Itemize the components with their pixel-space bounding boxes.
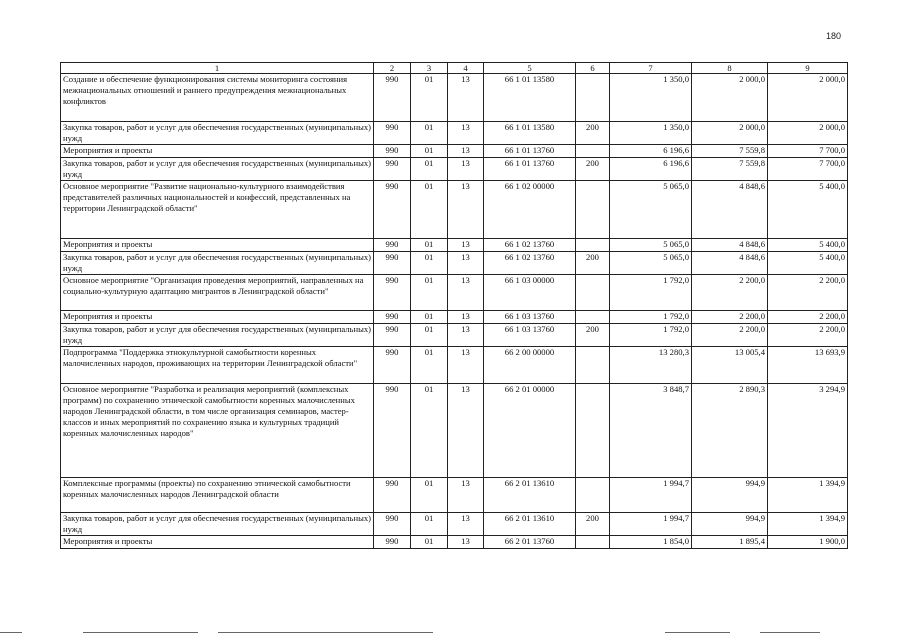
row-code-5-cell: 66 1 01 13580	[484, 74, 576, 122]
row-code-6-cell: 200	[576, 122, 610, 145]
row-code-4-cell: 13	[448, 181, 484, 239]
row-value-8-cell: 2 200,0	[692, 311, 768, 324]
row-name-cell: Закупка товаров, работ и услуг для обеспечения государственных (муниципальных) нужд	[61, 158, 374, 181]
row-value-9-cell: 1 394,9	[768, 478, 848, 513]
row-code-5-cell: 66 1 02 00000	[484, 181, 576, 239]
row-code-2-cell: 990	[374, 347, 411, 384]
row-code-5-cell: 66 2 01 13610	[484, 478, 576, 513]
row-code-4-cell: 13	[448, 145, 484, 158]
row-code-2-cell: 990	[374, 384, 411, 478]
row-name-cell: Закупка товаров, работ и услуг для обеспечения государственных (муниципальных) нужд	[61, 122, 374, 145]
row-code-4-cell: 13	[448, 311, 484, 324]
row-value-7-cell: 1 792,0	[610, 311, 692, 324]
row-code-3-cell: 01	[411, 513, 448, 536]
row-code-6-cell	[576, 239, 610, 252]
row-code-6-cell: 200	[576, 513, 610, 536]
row-code-2-cell: 990	[374, 311, 411, 324]
row-code-5-cell: 66 1 01 13760	[484, 158, 576, 181]
bottom-scan-line	[0, 632, 22, 633]
row-code-5-cell: 66 1 01 13580	[484, 122, 576, 145]
row-code-4-cell: 13	[448, 536, 484, 549]
row-value-9-cell: 5 400,0	[768, 239, 848, 252]
row-code-3-cell: 01	[411, 239, 448, 252]
header-cell: 5	[484, 63, 576, 74]
row-code-5-cell: 66 2 01 13760	[484, 536, 576, 549]
row-code-3-cell: 01	[411, 181, 448, 239]
bottom-scan-line	[665, 632, 730, 633]
row-code-2-cell: 990	[374, 239, 411, 252]
table-row	[61, 384, 848, 478]
table-row	[61, 478, 848, 513]
row-value-7-cell: 6 196,6	[610, 145, 692, 158]
row-code-3-cell: 01	[411, 252, 448, 275]
row-name-cell: Подпрограмма "Поддержка этнокультурной самобытности коренных малочисленных народов, проживающих на территории Ленинградской области"	[61, 347, 374, 384]
header-cell: 8	[692, 63, 768, 74]
row-value-9-cell: 2 200,0	[768, 324, 848, 347]
row-name-cell: Мероприятия и проекты	[61, 311, 374, 324]
row-code-3-cell: 01	[411, 145, 448, 158]
row-code-2-cell: 990	[374, 252, 411, 275]
table-header-row	[61, 63, 848, 74]
row-value-8-cell: 7 559,8	[692, 158, 768, 181]
row-value-9-cell: 5 400,0	[768, 252, 848, 275]
table-row	[61, 275, 848, 311]
table-row	[61, 252, 848, 275]
row-value-9-cell: 5 400,0	[768, 181, 848, 239]
row-value-9-cell: 2 200,0	[768, 311, 848, 324]
row-name-cell: Основное мероприятие "Организация проведения мероприятий, направленных на социально-культурную адаптацию мигрантов в Ленинградской области"	[61, 275, 374, 311]
row-code-6-cell	[576, 347, 610, 384]
row-code-5-cell: 66 1 03 13760	[484, 311, 576, 324]
table-row	[61, 122, 848, 145]
table-row	[61, 239, 848, 252]
row-code-6-cell	[576, 478, 610, 513]
table-row	[61, 74, 848, 122]
row-code-2-cell: 990	[374, 324, 411, 347]
row-value-8-cell: 2 200,0	[692, 324, 768, 347]
table-row	[61, 536, 848, 549]
row-value-8-cell: 7 559,8	[692, 145, 768, 158]
row-code-4-cell: 13	[448, 122, 484, 145]
row-code-5-cell: 66 1 03 13760	[484, 324, 576, 347]
row-name-cell: Комплексные программы (проекты) по сохранению этнической самобытности коренных малочисленных народов Ленинградской области	[61, 478, 374, 513]
row-value-7-cell: 6 196,6	[610, 158, 692, 181]
row-value-8-cell: 4 848,6	[692, 181, 768, 239]
row-name-cell: Мероприятия и проекты	[61, 145, 374, 158]
row-name-cell: Закупка товаров, работ и услуг для обеспечения государственных (муниципальных) нужд	[61, 324, 374, 347]
row-value-9-cell: 2 000,0	[768, 122, 848, 145]
row-code-6-cell	[576, 311, 610, 324]
row-value-7-cell: 5 065,0	[610, 181, 692, 239]
row-code-2-cell: 990	[374, 275, 411, 311]
row-value-7-cell: 1 350,0	[610, 122, 692, 145]
row-name-cell: Основное мероприятие "Развитие национально-культурного взаимодействия представителей различных национальностей и конфессий, представленных на территории Ленинградской области"	[61, 181, 374, 239]
row-value-7-cell: 3 848,7	[610, 384, 692, 478]
row-value-7-cell: 1 792,0	[610, 324, 692, 347]
row-code-2-cell: 990	[374, 478, 411, 513]
row-code-2-cell: 990	[374, 158, 411, 181]
row-value-9-cell: 1 900,0	[768, 536, 848, 549]
row-code-3-cell: 01	[411, 311, 448, 324]
row-code-5-cell: 66 2 00 00000	[484, 347, 576, 384]
row-value-7-cell: 13 280,3	[610, 347, 692, 384]
table-row	[61, 311, 848, 324]
row-value-8-cell: 4 848,6	[692, 239, 768, 252]
row-code-6-cell	[576, 384, 610, 478]
row-value-9-cell: 3 294,9	[768, 384, 848, 478]
row-code-2-cell: 990	[374, 74, 411, 122]
row-code-2-cell: 990	[374, 513, 411, 536]
row-code-6-cell	[576, 275, 610, 311]
row-code-4-cell: 13	[448, 513, 484, 536]
row-code-6-cell: 200	[576, 158, 610, 181]
row-name-cell: Основное мероприятие "Разработка и реализация мероприятий (комплексных программ) по сохранению этнической самобытности коренных малочисленных народов Ленинградской области, в том числе организация семинаров, мастер-классов и иных мероприятий по сохранению языка и культурных традиций коренных малочисленных народов"	[61, 384, 374, 478]
row-code-6-cell	[576, 181, 610, 239]
row-value-8-cell: 994,9	[692, 478, 768, 513]
row-code-5-cell: 66 1 03 00000	[484, 275, 576, 311]
row-value-7-cell: 1 994,7	[610, 513, 692, 536]
table-row	[61, 181, 848, 239]
row-code-3-cell: 01	[411, 122, 448, 145]
row-code-4-cell: 13	[448, 324, 484, 347]
row-code-4-cell: 13	[448, 347, 484, 384]
row-code-4-cell: 13	[448, 275, 484, 311]
row-code-5-cell: 66 1 02 13760	[484, 252, 576, 275]
row-value-7-cell: 1 350,0	[610, 74, 692, 122]
row-code-4-cell: 13	[448, 252, 484, 275]
bottom-scan-line	[83, 632, 198, 633]
row-name-cell: Создание и обеспечение функционирования системы мониторинга состояния межнациональных отношений и раннего предупреждения межнациональных конфликтов	[61, 74, 374, 122]
row-value-7-cell: 1 994,7	[610, 478, 692, 513]
bottom-scan-line	[760, 632, 820, 633]
row-code-3-cell: 01	[411, 158, 448, 181]
row-value-8-cell: 4 848,6	[692, 252, 768, 275]
row-code-4-cell: 13	[448, 158, 484, 181]
row-value-8-cell: 2 200,0	[692, 275, 768, 311]
row-code-6-cell	[576, 74, 610, 122]
row-value-7-cell: 5 065,0	[610, 252, 692, 275]
row-code-3-cell: 01	[411, 478, 448, 513]
header-cell: 7	[610, 63, 692, 74]
row-code-6-cell: 200	[576, 252, 610, 275]
row-code-6-cell	[576, 145, 610, 158]
row-name-cell: Закупка товаров, работ и услуг для обеспечения государственных (муниципальных) нужд	[61, 513, 374, 536]
row-code-2-cell: 990	[374, 122, 411, 145]
row-value-8-cell: 13 005,4	[692, 347, 768, 384]
row-value-7-cell: 5 065,0	[610, 239, 692, 252]
budget-table	[60, 62, 848, 549]
header-cell: 4	[448, 63, 484, 74]
row-value-9-cell: 2 000,0	[768, 74, 848, 122]
header-cell: 9	[768, 63, 848, 74]
row-value-9-cell: 1 394,9	[768, 513, 848, 536]
row-value-9-cell: 13 693,9	[768, 347, 848, 384]
row-name-cell: Мероприятия и проекты	[61, 239, 374, 252]
row-code-2-cell: 990	[374, 181, 411, 239]
row-code-5-cell: 66 2 01 00000	[484, 384, 576, 478]
row-code-5-cell: 66 1 01 13760	[484, 145, 576, 158]
row-code-3-cell: 01	[411, 74, 448, 122]
row-code-2-cell: 990	[374, 145, 411, 158]
table-row	[61, 145, 848, 158]
row-code-4-cell: 13	[448, 478, 484, 513]
row-name-cell: Закупка товаров, работ и услуг для обеспечения государственных (муниципальных) нужд	[61, 252, 374, 275]
bottom-scan-line	[218, 632, 433, 633]
row-code-3-cell: 01	[411, 324, 448, 347]
row-name-cell: Мероприятия и проекты	[61, 536, 374, 549]
page-number: 180	[826, 31, 842, 41]
row-value-8-cell: 2 890,3	[692, 384, 768, 478]
row-value-9-cell: 2 200,0	[768, 275, 848, 311]
row-code-4-cell: 13	[448, 74, 484, 122]
row-code-3-cell: 01	[411, 536, 448, 549]
row-code-4-cell: 13	[448, 384, 484, 478]
table-row	[61, 347, 848, 384]
table-row	[61, 324, 848, 347]
header-cell: 2	[374, 63, 411, 74]
row-code-5-cell: 66 1 02 13760	[484, 239, 576, 252]
row-code-4-cell: 13	[448, 239, 484, 252]
header-cell: 1	[61, 63, 374, 74]
row-value-8-cell: 2 000,0	[692, 74, 768, 122]
row-value-9-cell: 7 700,0	[768, 158, 848, 181]
row-value-8-cell: 994,9	[692, 513, 768, 536]
row-code-5-cell: 66 2 01 13610	[484, 513, 576, 536]
table-row	[61, 158, 848, 181]
row-code-2-cell: 990	[374, 536, 411, 549]
header-cell: 3	[411, 63, 448, 74]
row-value-7-cell: 1 792,0	[610, 275, 692, 311]
row-code-6-cell	[576, 536, 610, 549]
header-cell: 6	[576, 63, 610, 74]
row-code-3-cell: 01	[411, 347, 448, 384]
row-value-8-cell: 2 000,0	[692, 122, 768, 145]
row-value-7-cell: 1 854,0	[610, 536, 692, 549]
row-value-9-cell: 7 700,0	[768, 145, 848, 158]
table-row	[61, 513, 848, 536]
row-value-8-cell: 1 895,4	[692, 536, 768, 549]
row-code-3-cell: 01	[411, 275, 448, 311]
row-code-6-cell: 200	[576, 324, 610, 347]
row-code-3-cell: 01	[411, 384, 448, 478]
